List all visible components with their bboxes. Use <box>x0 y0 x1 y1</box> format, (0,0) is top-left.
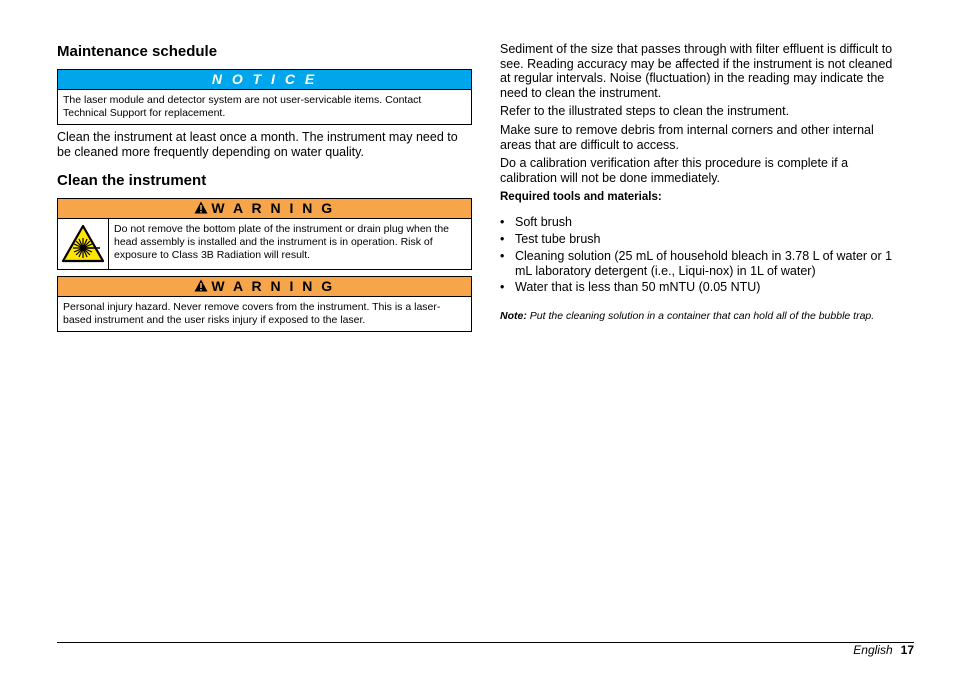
clean-instrument-heading: Clean the instrument <box>57 172 207 190</box>
laser-hazard-icon <box>61 224 105 264</box>
maintenance-paragraph: Clean the instrument at least once a month. The instrument may need to be cleaned more frequently depending on water quality. <box>57 130 458 159</box>
warning-header <box>58 277 471 297</box>
laser-hazard-icon-cell <box>58 219 109 269</box>
maintenance-schedule-heading: Maintenance schedule <box>57 43 218 60</box>
notice-box <box>57 69 472 125</box>
illustrated-steps-paragraph: Refer to the illustrated steps to clean the instrument. <box>500 104 790 119</box>
warning-box-injury <box>57 276 472 332</box>
right-column <box>500 42 906 324</box>
footer-language: English <box>853 643 893 657</box>
warning-header-label: W A R N I N G <box>211 200 335 217</box>
list-item: • Soft brush <box>500 215 906 230</box>
tools-list <box>500 215 906 295</box>
left-column <box>57 42 472 332</box>
footer-rule <box>57 642 914 643</box>
note-text: Put the cleaning solution in a container that can hold all of the bubble trap. <box>529 310 875 323</box>
sediment-paragraph: Sediment of the size that passes through with filter effluent is difficult to see. Reading accuracy may be affected if the instrument is not cleaned at regular intervals. Noise (fluctuation) in the reading may indicate the need to clean the instrument. <box>500 42 893 100</box>
notice-header: N O T I C E <box>58 70 471 90</box>
debris-paragraph: Make sure to remove debris from internal corners and other internal areas that are difficult to access. <box>500 122 874 152</box>
calibration-paragraph: Do a calibration verification after this procedure is complete if a calibration will not be done immediately. <box>500 156 849 185</box>
list-item: • Test tube brush <box>500 232 906 247</box>
warning-triangle-icon <box>194 279 208 292</box>
warning-triangle-icon <box>194 201 208 214</box>
warning-header <box>58 199 471 219</box>
warning-radiation-text: Do not remove the bottom plate of the instrument or drain plug when the head assembly is installed and the instrument is in operation. Risk of exposure to Class 3B Radiation will result. <box>114 223 450 262</box>
list-item: • Water that is less than 50 mNTU (0.05 NTU) <box>500 280 906 295</box>
warning-header-label: W A R N I N G <box>211 278 335 295</box>
page-footer <box>853 643 914 657</box>
notice-text: The laser module and detector system are not user-servicable items. Contact Technical Support for replacement. <box>63 94 422 119</box>
warning-box-radiation <box>57 198 472 270</box>
tools-heading: Required tools and materials: <box>500 191 662 204</box>
page-number: 17 <box>900 643 914 657</box>
list-item: • Cleaning solution (25 mL of household bleach in 3.78 L of water or 1 mL laboratory detergent (i.e., Liqui-nox) in 1L of water) <box>500 249 906 278</box>
warning-injury-text: Personal injury hazard. Never remove covers from the instrument. This is a laser-based instrument and the user risks injury if exposed to the laser. <box>63 301 441 327</box>
note-label: Note: <box>500 310 527 323</box>
note <box>500 309 906 324</box>
